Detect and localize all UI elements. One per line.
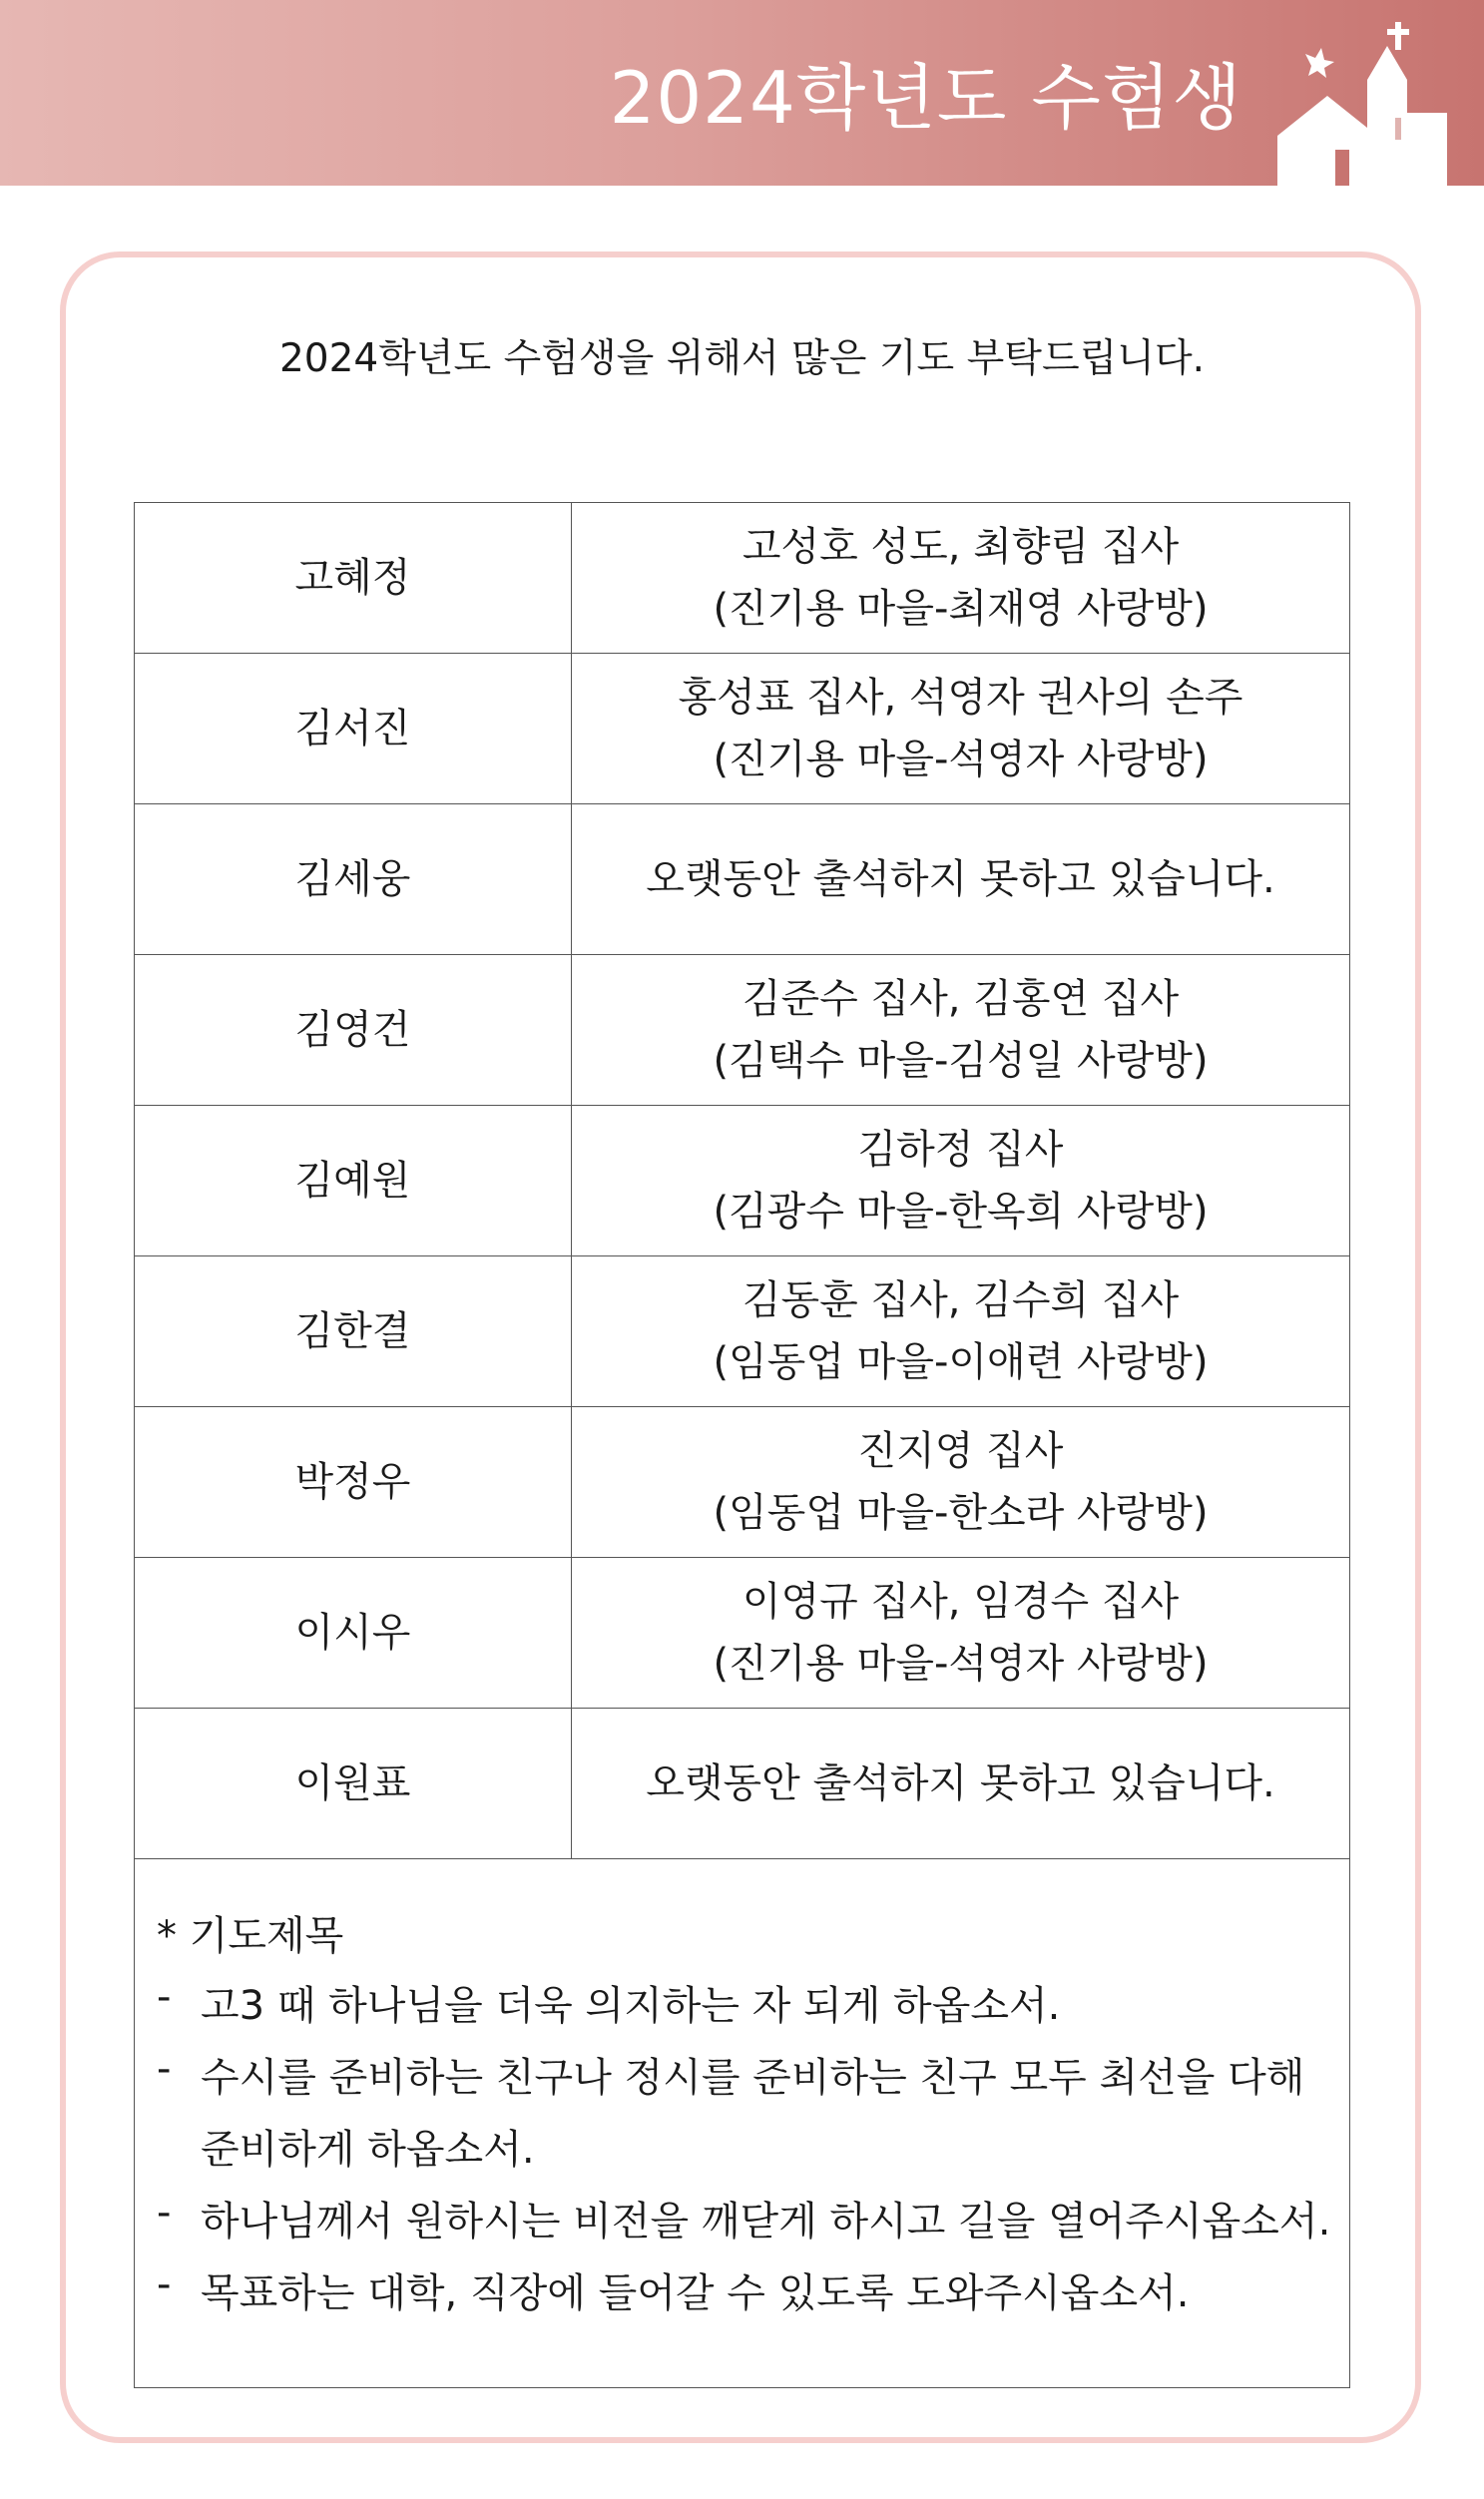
student-name: 이원표 <box>135 1709 572 1859</box>
students-table <box>134 502 1350 1859</box>
prayer-item-dash: - <box>157 1974 172 2020</box>
prayer-item-text: 목표하는 대학, 직장에 들어갈 수 있도록 도와주시옵소서. <box>201 2270 1190 2316</box>
header-banner <box>0 0 1484 186</box>
table-row <box>135 503 1350 654</box>
family-line: 김준수 집사, 김홍연 집사 <box>742 976 1180 1022</box>
group-line: (진기용 마을-석영자 사랑방) <box>713 1641 1209 1687</box>
table-row <box>135 1106 1350 1256</box>
student-family-info <box>572 654 1350 804</box>
student-family-info <box>572 1256 1350 1407</box>
church-icon <box>1277 18 1484 186</box>
student-name: 고혜정 <box>135 503 572 654</box>
table-row <box>135 804 1350 955</box>
student-family-info <box>572 804 1350 955</box>
student-family-info <box>572 1558 1350 1709</box>
prayer-item-continuation: 준비하게 하옵소서. <box>201 2127 535 2173</box>
table-row <box>135 1709 1350 1859</box>
family-line: 김동훈 집사, 김수희 집사 <box>742 1277 1180 1323</box>
student-family-info <box>572 503 1350 654</box>
group-line: (진기용 마을-석영자 사랑방) <box>713 737 1209 782</box>
prayer-title: * 기도제목 <box>157 1913 344 1959</box>
group-line: (진기용 마을-최재영 사랑방) <box>713 586 1209 632</box>
prayer-item-text: 수시를 준비하는 친구나 정시를 준비하는 친구 모두 최선을 다해 <box>201 2055 1305 2101</box>
table-row <box>135 955 1350 1106</box>
student-family-info <box>572 955 1350 1106</box>
student-name: 김예원 <box>135 1106 572 1256</box>
group-line: (김광수 마을-한옥희 사랑방) <box>713 1189 1209 1235</box>
family-line: 진지영 집사 <box>857 1428 1064 1474</box>
table-row <box>135 1407 1350 1558</box>
prayer-item-text: 하나님께서 원하시는 비전을 깨닫게 하시고 길을 열어주시옵소서. <box>201 2199 1331 2245</box>
intro-text: 2024학년도 수험생을 위해서 많은 기도 부탁드립니다. <box>278 336 1206 381</box>
student-family-info <box>572 1407 1350 1558</box>
student-name: 김한결 <box>135 1256 572 1407</box>
student-name: 박정우 <box>135 1407 572 1558</box>
group-line: (임동업 마을-한소라 사랑방) <box>713 1490 1209 1536</box>
student-name: 김서진 <box>135 654 572 804</box>
prayer-item-dash: - <box>157 2190 172 2236</box>
prayer-item-dash: - <box>157 2046 172 2092</box>
family-line: 이영규 집사, 임경수 집사 <box>742 1579 1180 1625</box>
group-line: (김택수 마을-김성일 사랑방) <box>713 1038 1209 1084</box>
table-row <box>135 654 1350 804</box>
table-row <box>135 1558 1350 1709</box>
student-name: 김세웅 <box>135 804 572 955</box>
family-line: 고성호 성도, 최향림 집사 <box>742 524 1180 570</box>
family-line: 홍성표 집사, 석영자 권사의 손주 <box>678 675 1243 721</box>
family-line: 오랫동안 출석하지 못하고 있습니다. <box>646 856 1275 902</box>
family-line: 오랫동안 출석하지 못하고 있습니다. <box>646 1760 1275 1806</box>
prayer-item-text: 고3 때 하나님을 더욱 의지하는 자 되게 하옵소서. <box>201 1983 1061 2029</box>
prayer-section <box>134 1854 1350 2388</box>
page-title: 2024학년도 수험생 <box>609 56 1242 140</box>
group-line: (임동업 마을-이애련 사랑방) <box>713 1339 1209 1385</box>
table-row <box>135 1256 1350 1407</box>
student-family-info <box>572 1106 1350 1256</box>
student-name: 김영건 <box>135 955 572 1106</box>
family-line: 김하정 집사 <box>857 1127 1064 1173</box>
student-name: 이시우 <box>135 1558 572 1709</box>
student-family-info <box>572 1709 1350 1859</box>
prayer-item-dash: - <box>157 2261 172 2307</box>
